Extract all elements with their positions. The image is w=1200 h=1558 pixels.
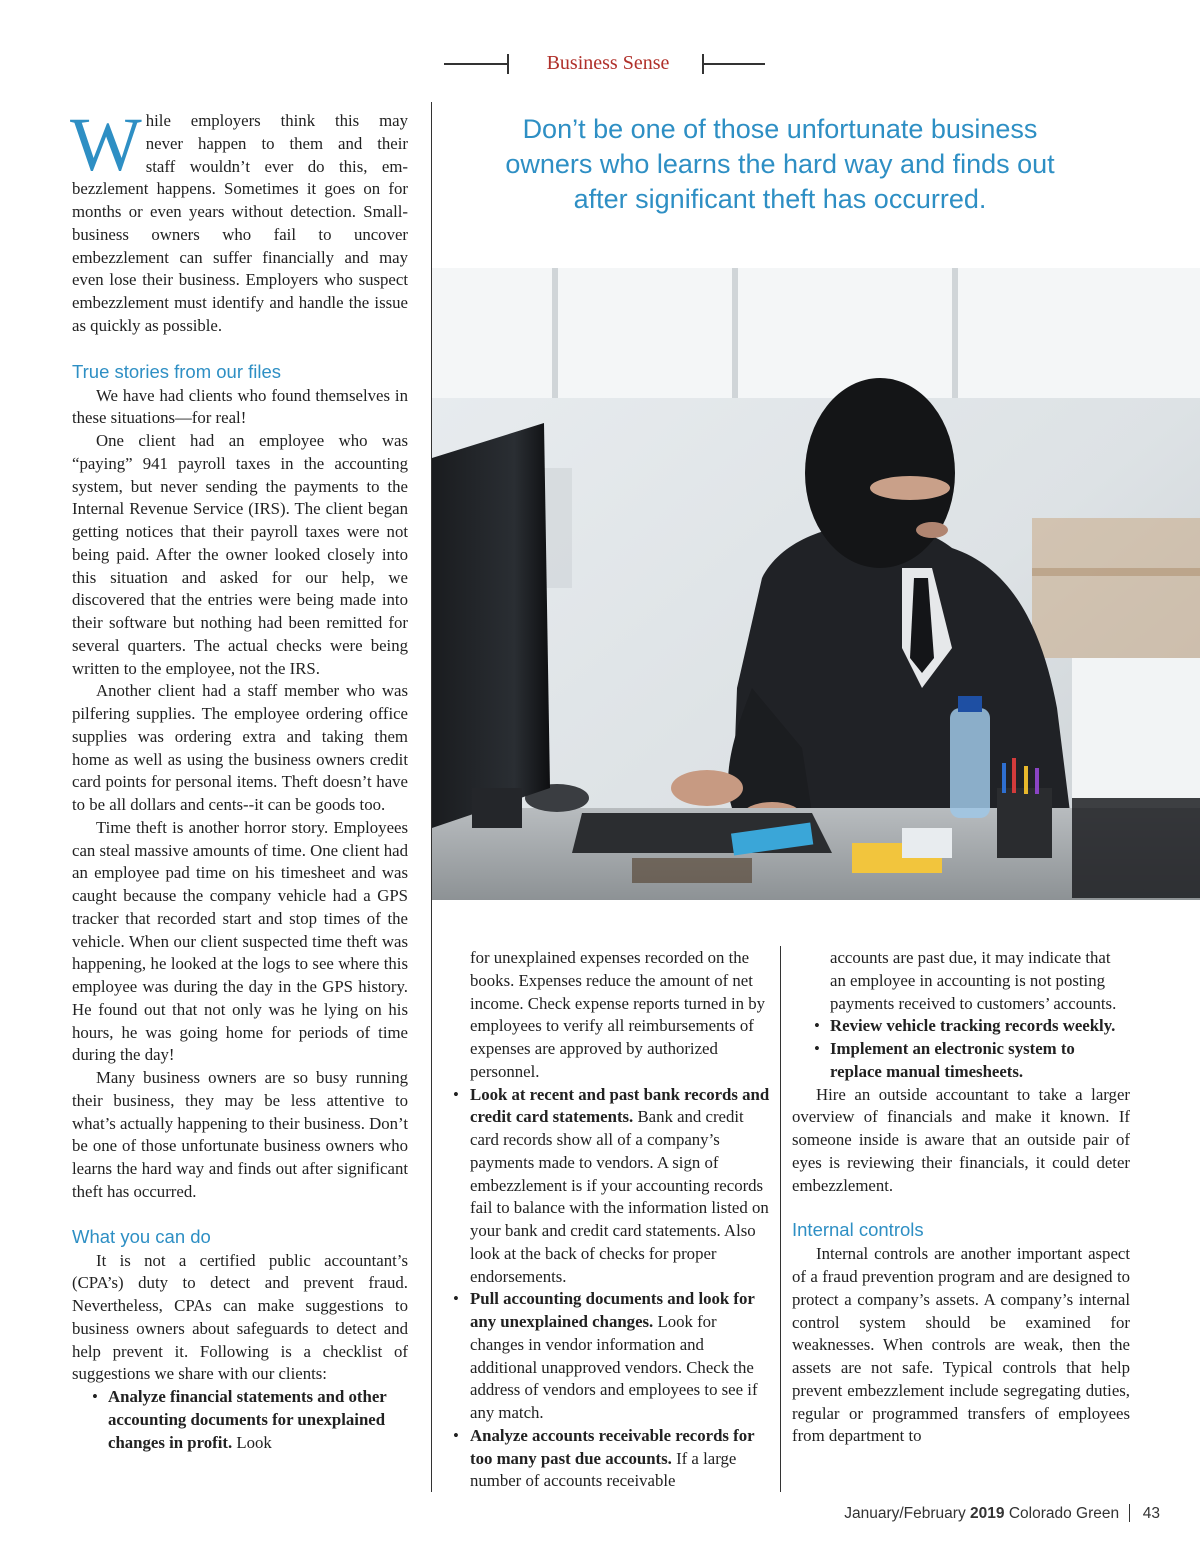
body-paragraph: Time theft is another horror story. Employees can steal massive amounts of time. One client had an employee pad time on his timesheet and was caught because the company vehicle had a GPS tracker that recorded start and stop times of the vehicle. When our client suspected time theft was happening, he looked at the logs to see where this employee was during the day in the GPS history. He found out that not only was he lying on his hours, he was going home for periods of time during the day! xyxy=(72,817,408,1065)
checklist-item-bold: Implement an electronic system to replace manual timesheets. xyxy=(830,1039,1075,1081)
checklist-item xyxy=(792,1015,1130,1038)
body-paragraph: Another client had a staff member who was pilfering supplies. The employee ordering office supplies was ordering extra and taking them home as well as using the business owners credit card points for personal items. Theft doesn’t have to be all dollars and cents--it can be goods too. xyxy=(72,681,408,814)
checklist-item xyxy=(72,1386,408,1454)
intro-line: hile employers think this may xyxy=(145,111,408,130)
checklist-item xyxy=(792,1038,1130,1084)
pull-quote-line: Don’t be one of those unfortunate business xyxy=(522,114,1038,144)
body-paragraph: Hire an outside accountant to take a larger overview of financials and make it known. If someone inside is aware that an outside pair of eyes is reviewing their financials, it could deter embezzlement. xyxy=(792,1084,1130,1195)
pull-quote xyxy=(440,112,1120,217)
pull-quote-line: after significant theft has occurred. xyxy=(573,184,987,214)
checklist-item-bold: Review vehicle tracking records weekly. xyxy=(830,1016,1116,1036)
checklist-item xyxy=(453,1288,771,1425)
section-header xyxy=(440,48,770,78)
intro-paragraph xyxy=(70,103,408,338)
section-title: Business Sense xyxy=(546,52,670,74)
page-footer xyxy=(700,1503,1160,1527)
body-paragraph: Internal controls are another important aspect of a fraud prevention program and are designed to protect a company’s assets. A company’s internal control system should be examined for weaknesses. When controls are weak, then the assets are not safe. Typical controls that help prevent embezzlement include segregating duties, regular or programmed transfers of employees from department to xyxy=(792,1244,1130,1446)
body-paragraph: One client had an employee who was “paying” 941 payroll taxes in the accounting system, but never sending the payments to the Internal Revenue Service (IRS). The client began getting notices that their payroll taxes were not being paid. After the owner looked closely into this situation and asked for our help, we discovered that the entries were being made into their software but nothing had been remitted for several quarters. The actual checks were being written to the employee, not the IRS. xyxy=(72,431,408,678)
checklist-item-bold: Pull accounting documents and look for any unexplained changes. xyxy=(470,1289,755,1331)
column-divider xyxy=(780,946,781,1492)
checklist-item-bold: Analyze accounts receivable records for too many past due accounts. xyxy=(470,1425,755,1468)
footer-issue: January/February xyxy=(844,1505,966,1522)
checklist-item-text: If a large number of accounts receivable xyxy=(470,1448,737,1491)
heading-true-stories: True stories from our files xyxy=(72,360,282,382)
intro-line: never happen to them and their xyxy=(145,133,408,153)
checklist-continued: for unexplained expenses recorded on the books. Expenses reduce the amount of net income. Check expense reports turned in by employees to verify all reimbursements of expenses are approved by authorized personnel. xyxy=(470,948,765,1081)
column-3 xyxy=(792,947,1130,1448)
checklist-item-bold: Analyze financial statements and other accounting documents for unexplained changes in profit. xyxy=(108,1387,387,1452)
footer-divider xyxy=(1129,1504,1130,1522)
drop-cap: W xyxy=(70,103,142,187)
footer-year: 2019 xyxy=(970,1505,1005,1522)
article-photo xyxy=(432,268,1200,900)
body-paragraph: We have had clients who found themselves in these situations—for real! xyxy=(72,385,408,428)
checklist-item-bold: Look at recent and past bank records and credit card statements. xyxy=(470,1084,770,1127)
checklist-item-text: Look for changes in vendor information and additional unapproved vendors. Check the address of vendors and employees to see if any match. xyxy=(470,1312,758,1422)
body-paragraph: It is not a certified public accountant’s (CPA’s) duty to detect and prevent fraud. Nevertheless, CPAs can make suggestions to business owners about safeguards to detect and help prevent it. Following is a checklist of suggestions we share with our clients: xyxy=(72,1250,408,1384)
column-1 xyxy=(70,103,408,1454)
footer-magazine: Colorado Green xyxy=(1008,1505,1120,1522)
header-tick-left xyxy=(507,54,509,74)
intro-rest: bezzlement happens. Sometimes it goes on for months or even years without detection. Small-business owners who fail to uncover embezzlement can suffer financially and may even lose their business. Employers who suspect embezzlement must identify and handle the issue as quickly as possible. xyxy=(72,179,408,335)
pull-quote-line: owners who learns the hard way and finds out xyxy=(505,149,1055,179)
intro-line: staff wouldn’t ever do this, em- xyxy=(145,156,408,176)
heading-internal-controls: Internal controls xyxy=(792,1219,924,1241)
checklist-item xyxy=(453,1084,771,1289)
checklist-item xyxy=(453,1425,771,1493)
checklist-item-text: Look xyxy=(236,1432,272,1452)
column-2 xyxy=(453,947,771,1493)
header-rule-left xyxy=(444,63,508,65)
checklist-item-text: Bank and credit card records show all of a company’s payments made to vendors. A sign of embezzlement is if your accounting records fail to balance with the information listed on your bank and credit card statements. Also look at the back of checks for proper endorsements. xyxy=(470,1107,769,1286)
checklist-continued: accounts are past due, it may indicate that an employee in accounting is not posting payments received to customers’ accounts. xyxy=(830,948,1117,1013)
header-rule-right xyxy=(703,63,765,65)
heading-what-you-can-do: What you can do xyxy=(72,1225,211,1247)
body-paragraph: Many business owners are so busy running their business, they may be less attentive to what’s actually happening to their business. Don’t be one of those unfortunate business owners who learns the hard way and finds out after significant theft has occurred. xyxy=(72,1068,408,1201)
page-number: 43 xyxy=(1142,1505,1160,1522)
